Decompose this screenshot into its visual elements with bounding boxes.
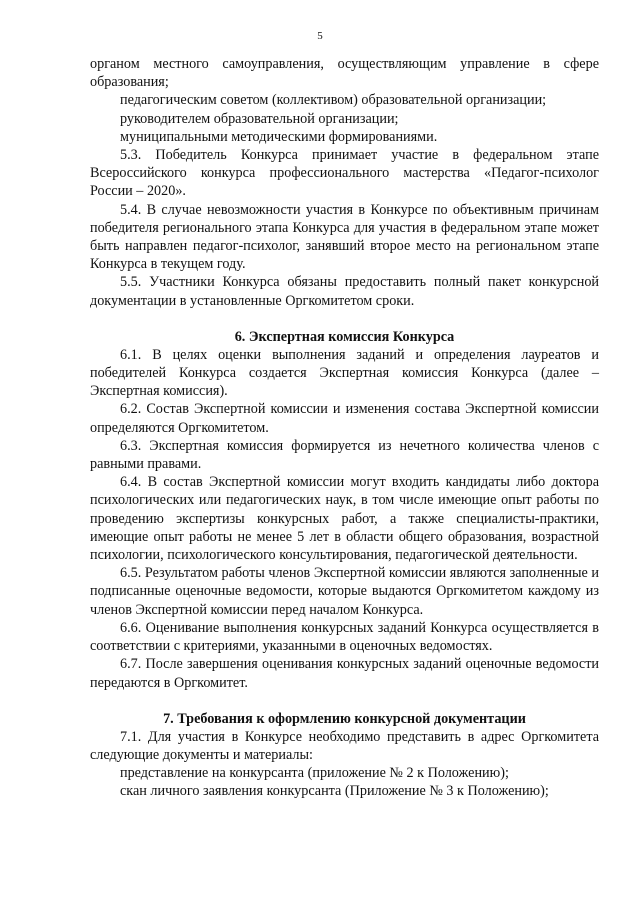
section-7-heading: 7. Требования к оформлению конкурсной документации	[163, 710, 526, 727]
list-item: скан личного заявления конкурсанта (Приложение № 3 к Положению);	[120, 783, 549, 800]
paragraph-6-7: 6.7. После завершения оценивания конкурсных заданий оценочные ведомости передаются в Оргкомитет.	[90, 656, 599, 691]
paragraph-continuation: органом местного самоуправления, осуществляющим управление в сфере образования;	[90, 56, 599, 91]
paragraph-6-1: 6.1. В целях оценки выполнения заданий и определения лауреатов и победителей Конкурса создается Экспертная комиссия Конкурса (далее – Экспертная комиссия).	[90, 346, 599, 400]
spacer	[90, 310, 599, 328]
spacer	[90, 692, 599, 710]
paragraph-6-6: 6.6. Оценивание выполнения конкурсных заданий Конкурса осуществляется в соответствии с критериями, указанными в оценочных ведомостях.	[90, 619, 599, 655]
paragraph-6-5: 6.5. Результатом работы членов Экспертной комиссии являются заполненные и подписанные оценочные ведомости, которые выдаются Оргкомитетом каждому из членов Экспертной комиссии перед началом Конкурса.	[90, 565, 599, 618]
paragraph-6-2: 6.2. Состав Экспертной комиссии и изменения состава Экспертной комиссии определяются Оргкомитетом.	[90, 401, 599, 436]
list-item: руководителем образовательной организации;	[120, 110, 399, 127]
document-body	[90, 55, 599, 801]
page-number: 5	[317, 30, 323, 42]
paragraph-5-3: 5.3. Победитель Конкурса принимает участие в федеральном этапе Всероссийского конкурса профессионального мастерства «Педагог-психолог России – 2020».	[90, 147, 599, 200]
paragraph-7-1: 7.1. Для участия в Конкурсе необходимо представить в адрес Оргкомитета следующие документы и материалы:	[90, 728, 599, 763]
section-6-heading: 6. Экспертная комиссия Конкурса	[234, 328, 455, 345]
paragraph-6-4: 6.4. В состав Экспертной комиссии могут входить кандидаты либо доктора психологических или педагогических наук, в том числе имеющие опыт работы по проведению экспертизы конкурсных работ, а также специалисты-практики, имеющие опыт работы не менее 5 лет в области общего образования, возрастной психологии, психологического консультирования, педагогической деятельности.	[90, 474, 599, 564]
list-item: педагогическим советом (коллективом) образовательной организации;	[120, 92, 547, 109]
paragraph-6-3: 6.3. Экспертная комиссия формируется из нечетного количества членов с равными правами.	[90, 437, 599, 473]
paragraph-5-4: 5.4. В случае невозможности участия в Конкурсе по объективным причинам победителя регионального этапа Конкурса для участия в федеральном этапе может быть направлен педагог-психолог, занявший второе место на региональном этапе Конкурса в текущем году.	[90, 201, 599, 273]
list-item: представление на конкурсанта (приложение № 2 к Положению);	[120, 765, 509, 782]
list-item: муниципальными методическими формированиями.	[120, 128, 438, 145]
paragraph-5-5: 5.5. Участники Конкурса обязаны предоставить полный пакет конкурсной документации в установленные Оргкомитетом сроки.	[90, 274, 599, 309]
